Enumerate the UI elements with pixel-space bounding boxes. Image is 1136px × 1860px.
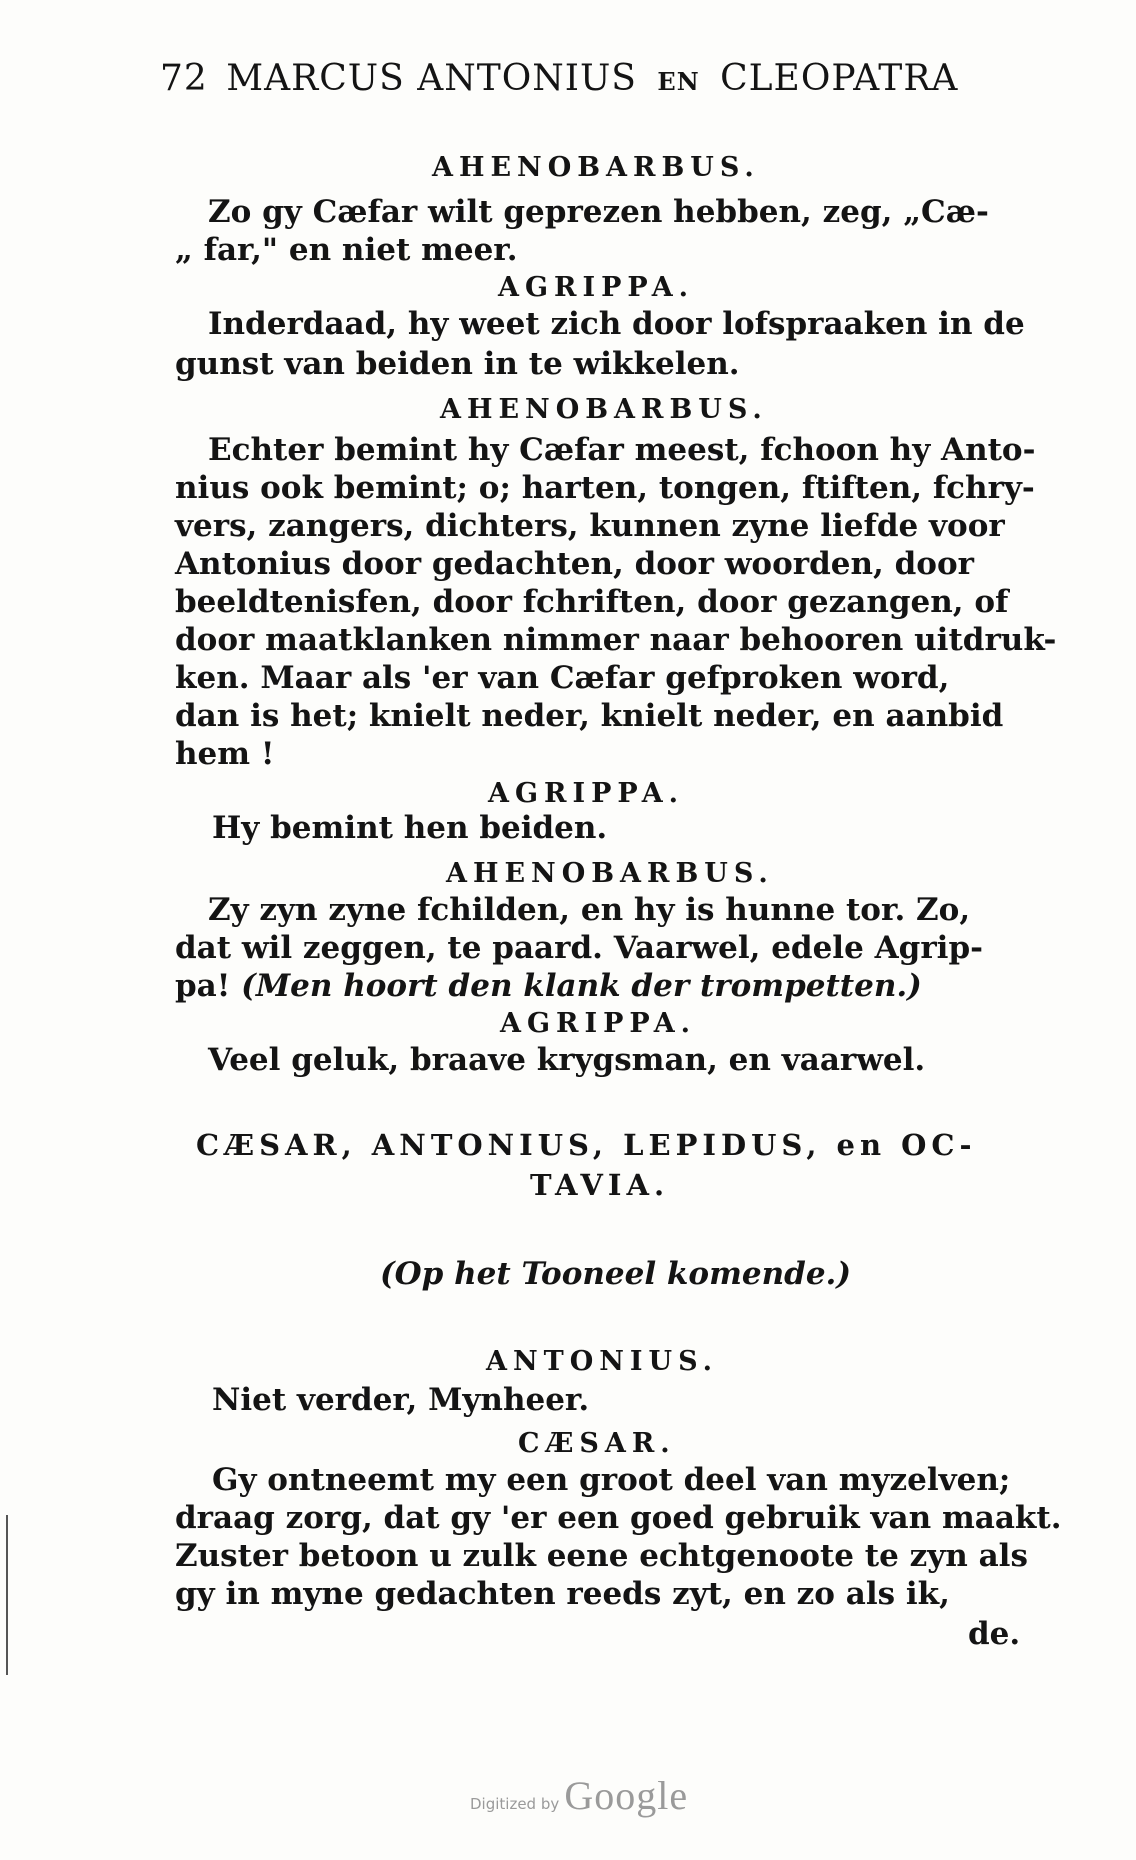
text-line	[175, 968, 922, 1004]
text-line: dat wil zeggen, te paard. Vaarwel, edele Agrip-	[175, 930, 983, 966]
text-line: gy in myne gedachten reeds zyt, en zo als ik,	[175, 1576, 950, 1612]
speaker-name: CÆSAR.	[518, 1428, 676, 1459]
header-title-en: EN	[657, 67, 700, 96]
text-line: dan is het; knielt neder, knielt neder, en aanbid	[175, 698, 1004, 734]
header-title-right: CLEOPATRA	[720, 58, 959, 99]
text-line: Antonius door gedachten, door woorden, door	[175, 546, 974, 582]
text-line: vers, zangers, dichters, kunnen zyne liefde voor	[175, 508, 1005, 544]
speaker-name: ANTONIUS.	[486, 1346, 719, 1377]
text-fragment: pa!	[175, 968, 231, 1004]
margin-rule	[6, 1515, 8, 1675]
speaker-name: AHENOBARBUS.	[440, 394, 768, 425]
scene-cast-list-cont: TAVIA.	[530, 1168, 670, 1202]
text-line: nius ook bemint; o; harten, tongen, ftiften, fchry-	[175, 470, 1035, 506]
speaker-name: AHENOBARBUS.	[446, 858, 774, 889]
text-line: Veel geluk, braave krygsman, en vaarwel.	[208, 1042, 926, 1078]
text-line: draag zorg, dat gy 'er een goed gebruik van maakt.	[175, 1500, 1062, 1536]
text-line: Hy bemint hen beiden.	[212, 810, 608, 846]
text-line: Gy ontneemt my een groot deel van myzelven;	[212, 1462, 1011, 1498]
google-logo: Google	[564, 1773, 689, 1818]
text-line: Zo gy Cæfar wilt geprezen hebben, zeg, „Cæ-	[208, 194, 989, 230]
stage-direction: (Men hoort den klank der trompetten.)	[241, 968, 922, 1004]
running-header	[160, 58, 1000, 99]
text-line: beeldtenisfen, door fchriften, door gezangen, of	[175, 584, 1009, 620]
speaker-name: AHENOBARBUS.	[432, 152, 760, 183]
text-line: door maatklanken nimmer naar behooren uitdruk-	[175, 622, 1057, 658]
speaker-name: AGRIPPA.	[500, 1008, 697, 1039]
text-line: „ far," en niet meer.	[175, 232, 518, 268]
text-line: Inderdaad, hy weet zich door lofspraaken in de	[208, 306, 1025, 342]
catchword: de.	[968, 1616, 1021, 1652]
text-line: ken. Maar als 'er van Cæfar gefproken word,	[175, 660, 950, 696]
text-line: hem !	[175, 736, 275, 772]
speaker-name: AGRIPPA.	[488, 778, 685, 809]
stage-direction: (Op het Tooneel komende.)	[380, 1256, 852, 1292]
text-line: gunst van beiden in te wikkelen.	[175, 346, 740, 382]
digitized-by-label: Digitized by	[470, 1795, 560, 1813]
text-line: Niet verder, Mynheer.	[212, 1382, 590, 1418]
scene-cast-list: CÆSAR, ANTONIUS, LEPIDUS, en OC-	[196, 1128, 977, 1162]
text-line: Zuster betoon u zulk eene echtgenoote te zyn als	[175, 1538, 1028, 1574]
page-number: 72	[160, 58, 208, 99]
header-title-left: MARCUS ANTONIUS	[226, 58, 637, 99]
text-line: Echter bemint hy Cæfar meest, fchoon hy Anto-	[208, 432, 1036, 468]
digitization-watermark	[470, 1772, 688, 1819]
text-line: Zy zyn zyne fchilden, en hy is hunne tor. Zo,	[208, 892, 971, 928]
speaker-name: AGRIPPA.	[498, 272, 695, 303]
